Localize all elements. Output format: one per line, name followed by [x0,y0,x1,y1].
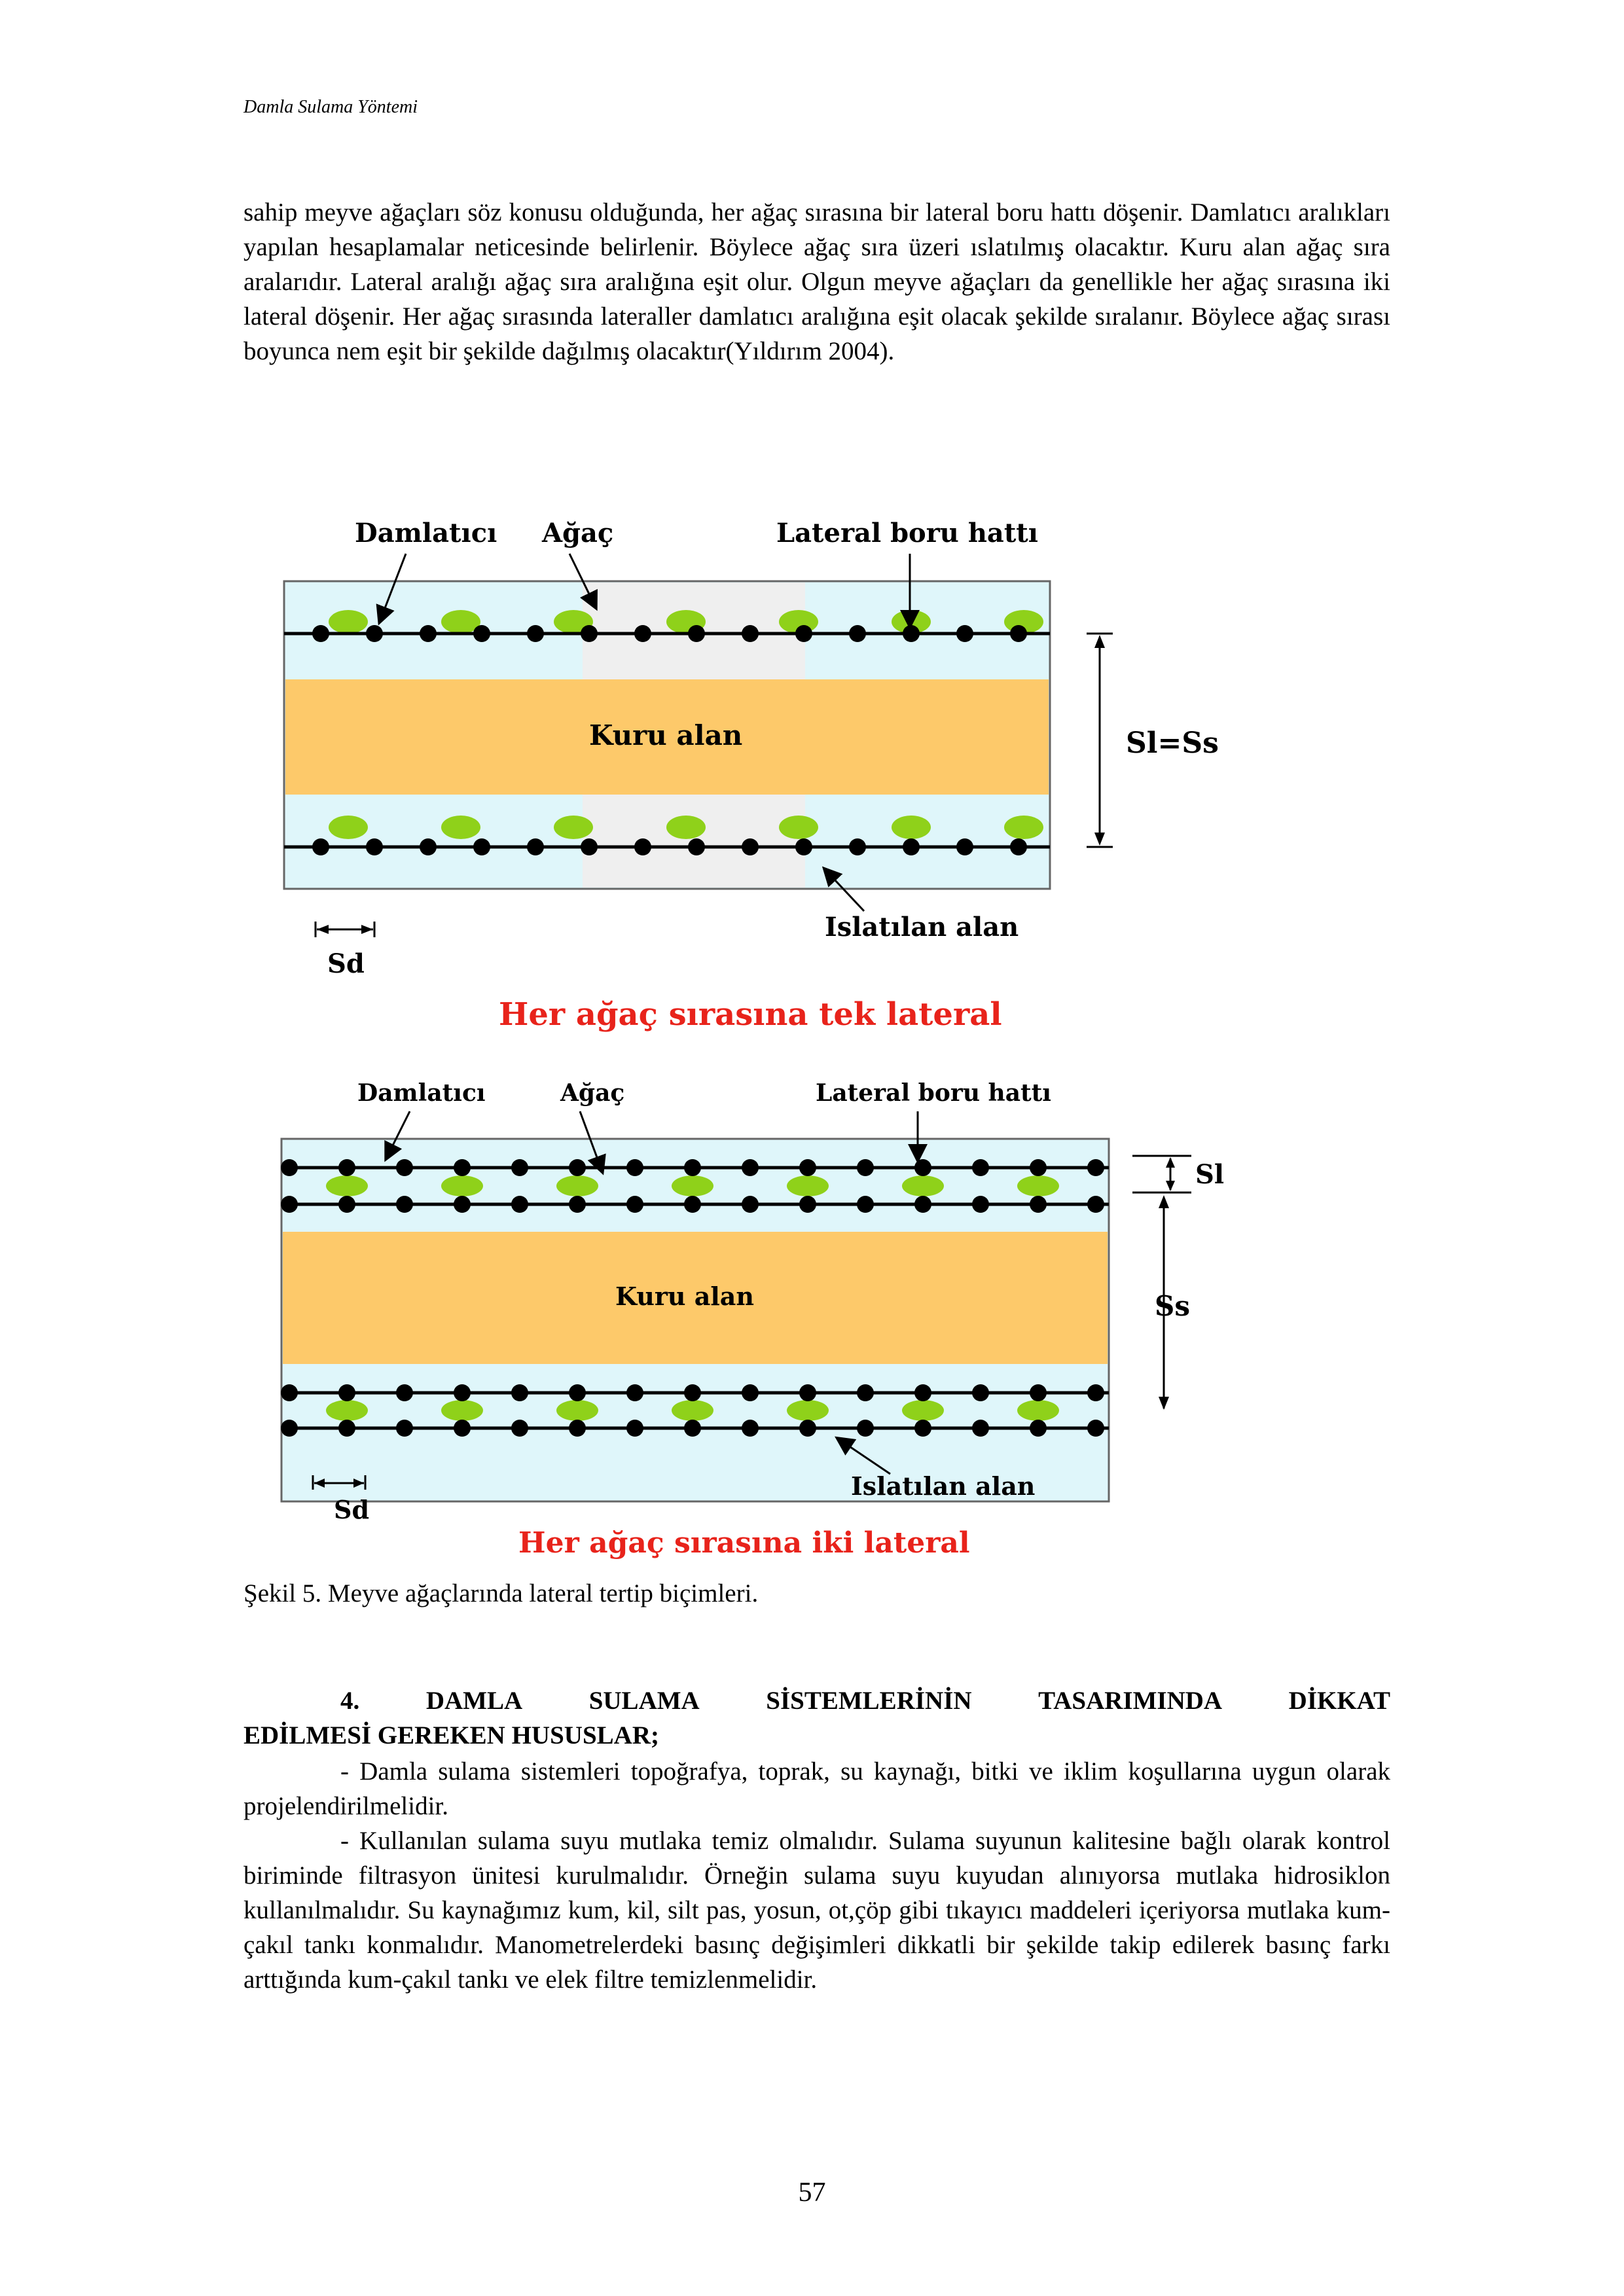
dripper-icon [396,1196,413,1213]
label-ss: Ss [1155,1290,1190,1322]
tree-icon [779,816,818,839]
dripper-icon [742,1384,759,1401]
dripper-icon [914,1196,931,1213]
heading-word: TASARIMINDA [1038,1687,1223,1715]
bullet-list [244,1754,1390,1997]
heading-word: DAMLA [425,1687,523,1715]
dripper-icon [684,1420,701,1437]
dripper-icon [688,625,705,642]
tree-icon [556,1400,598,1421]
label-spacing: Sl=Ss [1126,726,1219,760]
dripper-icon [1030,1384,1047,1401]
tree-icon [556,1175,598,1196]
dripper-icon [742,1196,759,1213]
label-tree: Ağaç [542,518,614,548]
tree-icon [326,1400,368,1421]
label-dripper: Damlatıcı [357,1079,486,1107]
tree-icon [892,816,931,839]
label-dry: Kuru alan [615,1282,755,1311]
tree-icon [666,816,706,839]
dripper-icon [1010,625,1027,642]
figure-caption: Şekil 5. Meyve ağaçlarında lateral tertip biçimleri. [244,1579,759,1607]
dripper-icon [1087,1159,1104,1176]
dripper-icon [1030,1196,1047,1213]
dripper-icon [281,1384,298,1401]
tree-icon [329,816,368,839]
heading-line-2: EDİLMESİ GEREKEN HUSUSLAR; [244,1721,659,1749]
dripper-icon [527,625,544,642]
dripper-icon [454,1420,471,1437]
dripper-icon [581,625,598,642]
dripper-icon [511,1420,528,1437]
dripper-icon [972,1196,989,1213]
dripper-icon [795,625,812,642]
label-lateral: Lateral boru hattı [776,518,1038,548]
dripper-icon [511,1384,528,1401]
dripper-icon [972,1159,989,1176]
dripper-icon [511,1159,528,1176]
label-lateral: Lateral boru hattı [816,1079,1051,1107]
tree-icon [441,1400,483,1421]
dripper-icon [795,838,812,855]
dripper-icon [420,838,437,855]
section-heading [244,1683,1390,1753]
dripper-icon [914,1159,931,1176]
dripper-icon [626,1384,643,1401]
dripper-icon [799,1159,816,1176]
dripper-icon [634,625,651,642]
dripper-icon [956,625,973,642]
heading-word: SİSTEMLERİNİN [766,1687,972,1715]
dripper-icon [634,838,651,855]
dripper-icon [799,1384,816,1401]
dripper-icon [281,1196,298,1213]
heading-word: 4. [340,1687,360,1715]
dripper-icon [956,838,973,855]
page-number: 57 [798,2178,826,2208]
dripper-icon [742,838,759,855]
dripper-icon [366,838,383,855]
dripper-icon [454,1196,471,1213]
dripper-icon [626,1420,643,1437]
tree-icon [787,1175,829,1196]
label-wet: Islatılan alan [851,1471,1036,1501]
dripper-icon [281,1420,298,1437]
tree-icon [787,1400,829,1421]
label-sd: Sd [327,948,365,979]
dripper-icon [684,1196,701,1213]
figure-title: Her ağaç sırasına tek lateral [499,996,1002,1033]
dripper-icon [742,1159,759,1176]
bullet-item: - Kullanılan sulama suyu mutlaka temiz olmalıdır. Sulama suyunun kalitesine bağlı olarak kontrol biriminde filtrasyon ünitesi kurulmalıdır. Örneğin sulama suyu kuyudan alınıyorsa mutlaka hidrosiklon kullanılmalıdır. Su kaynağımız kum, kil, silt pas, yosun, ot,çöp gibi tıkayıcı maddeleri içeriyorsa mutlaka kum-çakıl tankı konmalıdır. Manometrelerdeki basınç değişimleri dikkatli bir şekilde takip edilerek basınç farkı arttığında kum-çakıl tankı ve elek filtre temizlenmelidir. [244,1827,1390,1994]
dripper-icon [366,625,383,642]
tree-icon [672,1175,713,1196]
dripper-icon [396,1384,413,1401]
heading-word: DİKKAT [1288,1687,1390,1715]
dripper-icon [1010,838,1027,855]
dripper-icon [1030,1159,1047,1176]
dripper-icon [857,1196,874,1213]
dripper-icon [799,1196,816,1213]
dripper-icon [473,838,490,855]
tree-icon [902,1175,944,1196]
dripper-icon [903,625,920,642]
dripper-icon [569,1420,586,1437]
dripper-icon [972,1420,989,1437]
dripper-icon [420,625,437,642]
dripper-icon [684,1159,701,1176]
label-wet: Islatılan alan [825,912,1019,942]
dripper-icon [312,838,329,855]
dripper-icon [914,1420,931,1437]
label-sl: Sl [1195,1159,1225,1190]
figure-double-lateral [249,1073,1244,1564]
tree-icon [441,1175,483,1196]
dripper-icon [473,625,490,642]
dripper-icon [338,1384,355,1401]
tree-icon [672,1400,713,1421]
dripper-icon [626,1159,643,1176]
heading-word: SULAMA [588,1687,700,1715]
dripper-icon [688,838,705,855]
tree-icon [902,1400,944,1421]
label-dripper: Damlatıcı [355,518,497,548]
dripper-icon [849,838,866,855]
dripper-icon [857,1159,874,1176]
dripper-icon [396,1159,413,1176]
label-dry: Kuru alan [589,719,743,751]
dripper-icon [857,1384,874,1401]
dripper-icon [527,838,544,855]
dripper-icon [742,1420,759,1437]
tree-icon [1004,816,1043,839]
dripper-icon [569,1159,586,1176]
label-sd: Sd [334,1495,370,1524]
dripper-icon [454,1384,471,1401]
dripper-icon [338,1420,355,1437]
bullet-item: - Damla sulama sistemleri topoğrafya, toprak, su kaynağı, bitki ve iklim koşullarına uygun olarak projelendirilmelidir. [244,1757,1390,1820]
dripper-icon [1087,1420,1104,1437]
figure-title: Her ağaç sırasına iki lateral [518,1526,970,1560]
dripper-icon [1030,1420,1047,1437]
dripper-icon [281,1159,298,1176]
dripper-icon [857,1420,874,1437]
dripper-icon [338,1159,355,1176]
dripper-icon [742,625,759,642]
label-tree: Ağaç [560,1079,625,1107]
tree-icon [326,1175,368,1196]
dripper-icon [338,1196,355,1213]
dripper-icon [569,1384,586,1401]
dripper-icon [799,1420,816,1437]
dripper-icon [581,838,598,855]
dripper-icon [972,1384,989,1401]
tree-icon [1017,1175,1059,1196]
tree-icon [554,816,593,839]
dripper-icon [1087,1196,1104,1213]
dripper-icon [396,1420,413,1437]
dripper-icon [569,1196,586,1213]
dripper-icon [626,1196,643,1213]
dripper-icon [454,1159,471,1176]
dripper-icon [511,1196,528,1213]
dripper-icon [684,1384,701,1401]
figure-single-lateral [249,497,1244,1073]
dripper-icon [914,1384,931,1401]
tree-icon [1017,1400,1059,1421]
dripper-icon [312,625,329,642]
dripper-icon [1087,1384,1104,1401]
tree-icon [441,816,480,839]
dripper-icon [903,838,920,855]
body-paragraph-1: sahip meyve ağaçları söz konusu olduğunda, her ağaç sırasına bir lateral boru hattı döşenir. Damlatıcı aralıkları yapılan hesaplamalar neticesinde belirlenir. Böylece ağaç sıra üzeri ıslatılmış olacaktır. Kuru alan ağaç sıra aralarıdır. Lateral aralığı ağaç sıra aralığına eşit olur. Olgun meyve ağaçları da genellikle her ağaç sırasına iki lateral döşenir. Her ağaç sırasında lateraller damlatıcı aralığına eşit olacak şekilde sıralanır. Böylece ağaç sırası boyunca nem eşit bir şekilde dağılmış olacaktır(Yıldırım 2004). [244,198,1390,365]
dripper-icon [849,625,866,642]
tree-icon [329,610,368,634]
running-header: Damla Sulama Yöntemi [244,97,418,117]
